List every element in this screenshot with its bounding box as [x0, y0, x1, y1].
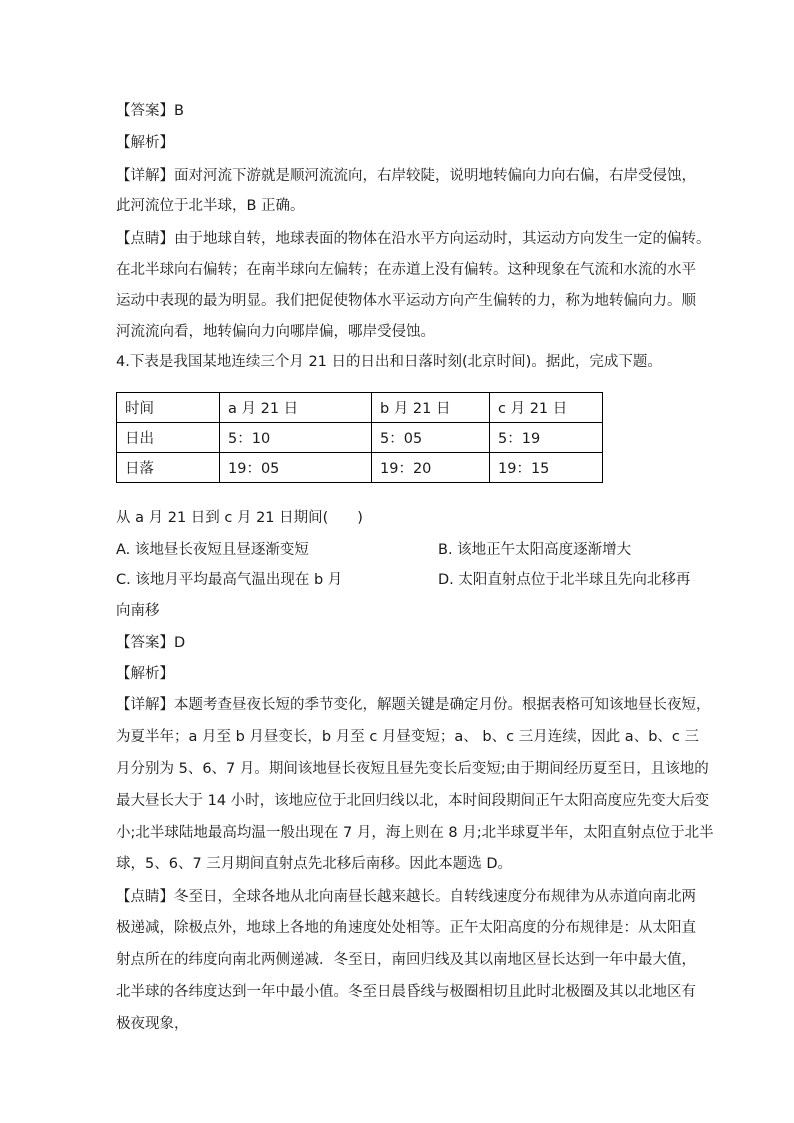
detail-2-line-1: 【详解】本题考查昼夜长短的季节变化，解题关键是确定月份。根据表格可知该地昼长夜短， — [116, 697, 711, 713]
detail-2-line-6: 球，5、6、7 三月期间直射点先北移后南移。因此本题选 D。 — [116, 856, 513, 872]
comment-label: 【点睛】 — [116, 231, 174, 247]
detail-2-line-4: 最大昼长大于 14 小时，该地应位于北回归线以北，本时间段期间正午太阳高度应先变大后变 — [116, 793, 710, 809]
option-b: B. 该地正午太阳高度逐渐增大 — [438, 542, 632, 558]
option-c: C. 该地月平均最高气温出现在 b 月 — [116, 572, 343, 588]
table-cell: 日出 — [117, 423, 220, 453]
table-cell: 5：05 — [372, 423, 490, 453]
detail-1-line-1: 【详解】面对河流下游就是顺河流流向，右岸较陡，说明地转偏向力向右偏，右岸受侵蚀， — [116, 168, 696, 184]
table-cell: 5：10 — [220, 423, 372, 453]
table-cell: 5：19 — [490, 423, 603, 453]
answer-1 — [116, 101, 686, 121]
option-d-continued: 向南移 — [116, 603, 160, 619]
detail-2-line-3: 月分别为 5、6、7 月。期间该地昼长夜短且昼先变长后变短;由于期间经历夏至日，且该地的 — [116, 761, 709, 777]
analysis-heading-2: 【解析】 — [116, 666, 174, 682]
comment-1-line-1: 【点睛】由于地球自转，地球表面的物体在沿水平方向运动时，其运动方向发生一定的偏转。 — [116, 231, 711, 247]
sunrise-sunset-table — [116, 392, 603, 483]
detail-2-line-5: 小;北半球陆地最高均温一般出现在 7 月，海上则在 8 月;北半球夏半年，太阳直射点位于北半 — [116, 825, 714, 841]
option-d: D. 太阳直射点位于北半球且先向北移再 — [438, 572, 691, 588]
table-cell: 19：05 — [220, 453, 372, 483]
analysis-heading-1: 【解析】 — [116, 135, 174, 151]
comment-2-line-2: 极递减，除极点外，地球上各地的角速度处处相等。正午太阳高度的分布规律是：从太阳直 — [116, 920, 696, 936]
detail-1-line-2: 此河流位于北半球，B 正确。 — [116, 198, 305, 214]
option-a: A. 该地昼长夜短且昼逐渐变短 — [116, 542, 309, 558]
question-4-prompt: 从 a 月 21 日到 c 月 21 日期间( ) — [116, 510, 363, 526]
comment-1-line-3: 运动中表现的最为明显。我们把促使物体水平运动方向产生偏转的力，称为地转偏向力。顺 — [116, 293, 696, 309]
detail-2-line-2: 为夏半年；a 月至 b 月昼变长，b 月至 c 月昼变短；a、 b、c 三月连续，因此 a、b、c 三 — [116, 729, 699, 745]
table-row — [117, 423, 603, 453]
answer-label: 【答案】 — [116, 103, 174, 119]
detail-label: 【详解】 — [116, 168, 174, 184]
comment-2-line-3: 射点所在的纬度向南北两侧递减．冬至日，南回归线及其以南地区昼长达到一年中最大值， — [116, 952, 696, 968]
comment-2-line-1: 【点睛】冬至日，全球各地从北向南昼长越来越长。自转线速度分布规律为从赤道向南北两 — [116, 889, 696, 905]
comment-1-line-2: 在北半球向右偏转；在南半球向左偏转；在赤道上没有偏转。这种现象在气流和水流的水平 — [116, 262, 696, 278]
answer-label: 【答案】 — [116, 635, 174, 651]
question-4-stem: 4.下表是我国某地连续三个月 21 日的日出和日落时刻(北京时间)。据此，完成下题。 — [116, 354, 662, 370]
answer-value: B — [174, 103, 184, 119]
table-cell: 19：15 — [490, 453, 603, 483]
table-cell: 日落 — [117, 453, 220, 483]
detail-label: 【详解】 — [116, 697, 174, 713]
table-row — [117, 453, 603, 483]
table-header-row — [117, 393, 603, 423]
table-cell: 时间 — [117, 393, 220, 423]
table-cell: b 月 21 日 — [372, 393, 490, 423]
answer-value: D — [174, 635, 186, 651]
answer-2 — [116, 633, 686, 653]
comment-2-line-5: 极夜现象， — [116, 1016, 189, 1032]
table-cell: a 月 21 日 — [220, 393, 372, 423]
comment-label: 【点睛】 — [116, 889, 174, 905]
table-cell: c 月 21 日 — [490, 393, 603, 423]
comment-1-line-4: 河流流向看，地转偏向力向哪岸偏，哪岸受侵蚀。 — [116, 324, 435, 340]
comment-2-line-4: 北半球的各纬度达到一年中最小值。冬至日晨昏线与极圈相切且此时北极圈及其以北地区有 — [116, 984, 696, 1000]
table-cell: 19：20 — [372, 453, 490, 483]
